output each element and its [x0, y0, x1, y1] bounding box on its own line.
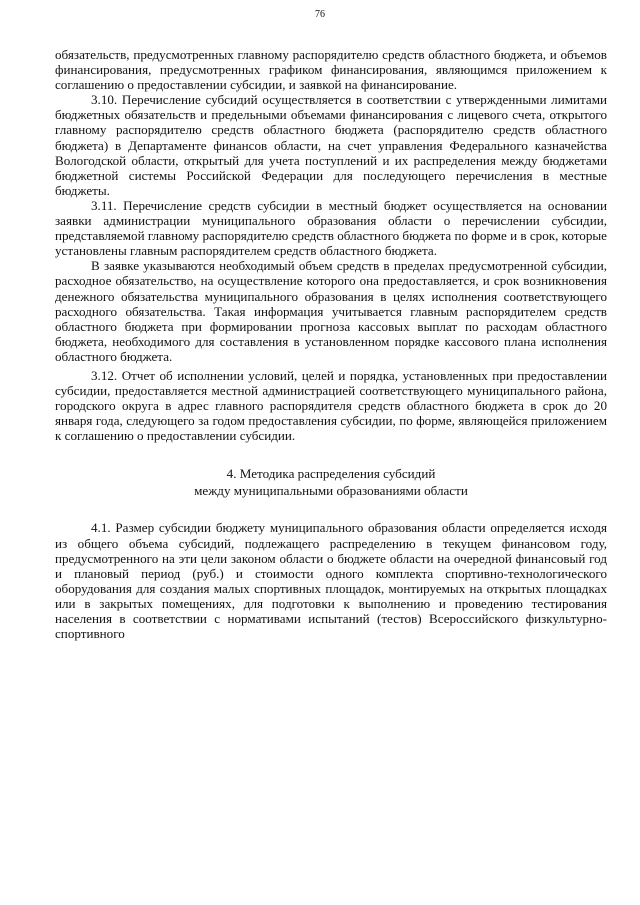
paragraph-continuation: обязательств, предусмотренных главному распорядителю средств областного бюджета, и объемов финансирования, предусмотренных графиком финансирования, являющимся приложением к соглашению о предоставлении субсидии, и заявкой на финансирование. — [55, 47, 607, 93]
paragraph-application: В заявке указываются необходимый объем средств в пределах предусмотренной субсидии, расходное обязательство, на осуществление которого она предоставляется, и срок возникновения денежного обязательства муниципального образования в целях исполнения соответствующего расходного обязательства. Такая информация учитывается главным распорядителем средств областного бюджета при формировании прогноза кассовых выплат по расходам областного бюджета, необходимого для составления в установленном порядке кассового плана исполнения областного бюджета. — [55, 258, 607, 364]
section-heading-line2: между муниципальными образованиями области — [194, 483, 468, 499]
paragraph-3-10: 3.10. Перечисление субсидий осуществляется в соответствии с утвержденными лимитами бюджетных обязательств и предельными объемами финансирования с лицевого счета, открытого главному распорядителю средств областного бюджета (распорядителю средств областного бюджета) в Департаменте финансов области, на счет управления Федерального казначейства Вологодской области, открытый для учета поступлений и их распределения между бюджетами бюджетной системы Российской Федерации для последующего перечисления в местные бюджеты. — [55, 92, 607, 198]
page-number: 76 — [315, 9, 325, 20]
paragraph-4-1: 4.1. Размер субсидии бюджету муниципального образования области определяется исходя из общего объема субсидий, подлежащего распределению в текущем финансовом году, предусмотренного на эти цели законом области о бюджете области на очередной финансовый год и плановый период (руб.) и стоимости одного комплекта спортивно-технологического оборудования для создания малых спортивных площадок, монтируемых на открытых площадках или в закрытых помещениях, для подготовки к выполнению и проведению тестирования населения в соответствии с нормативами испытаний (тестов) Всероссийского физкультурно-спортивного — [55, 520, 607, 642]
section-heading-line1: 4. Методика распределения субсидий — [226, 466, 436, 482]
paragraph-3-12: 3.12. Отчет об исполнении условий, целей и порядка, установленных при предоставлении субсидии, предоставляется местной администрацией соответствующего муниципального района, городского округа в адрес главного распорядителя средств областного бюджета в срок до 20 января года, следующего за годом предоставления субсидии, по форме, являющейся приложением к соглашению о предоставлении субсидии. — [55, 367, 607, 444]
document-body — [55, 47, 607, 641]
paragraph-3-11: 3.11. Перечисление средств субсидии в местный бюджет осуществляется на основании заявки администрации муниципального образования области о перечислении субсидии, представляемой главному распорядителю средств областного бюджета по форме и в срок, которые установлены главным распорядителем средств областного бюджета. — [55, 197, 607, 259]
